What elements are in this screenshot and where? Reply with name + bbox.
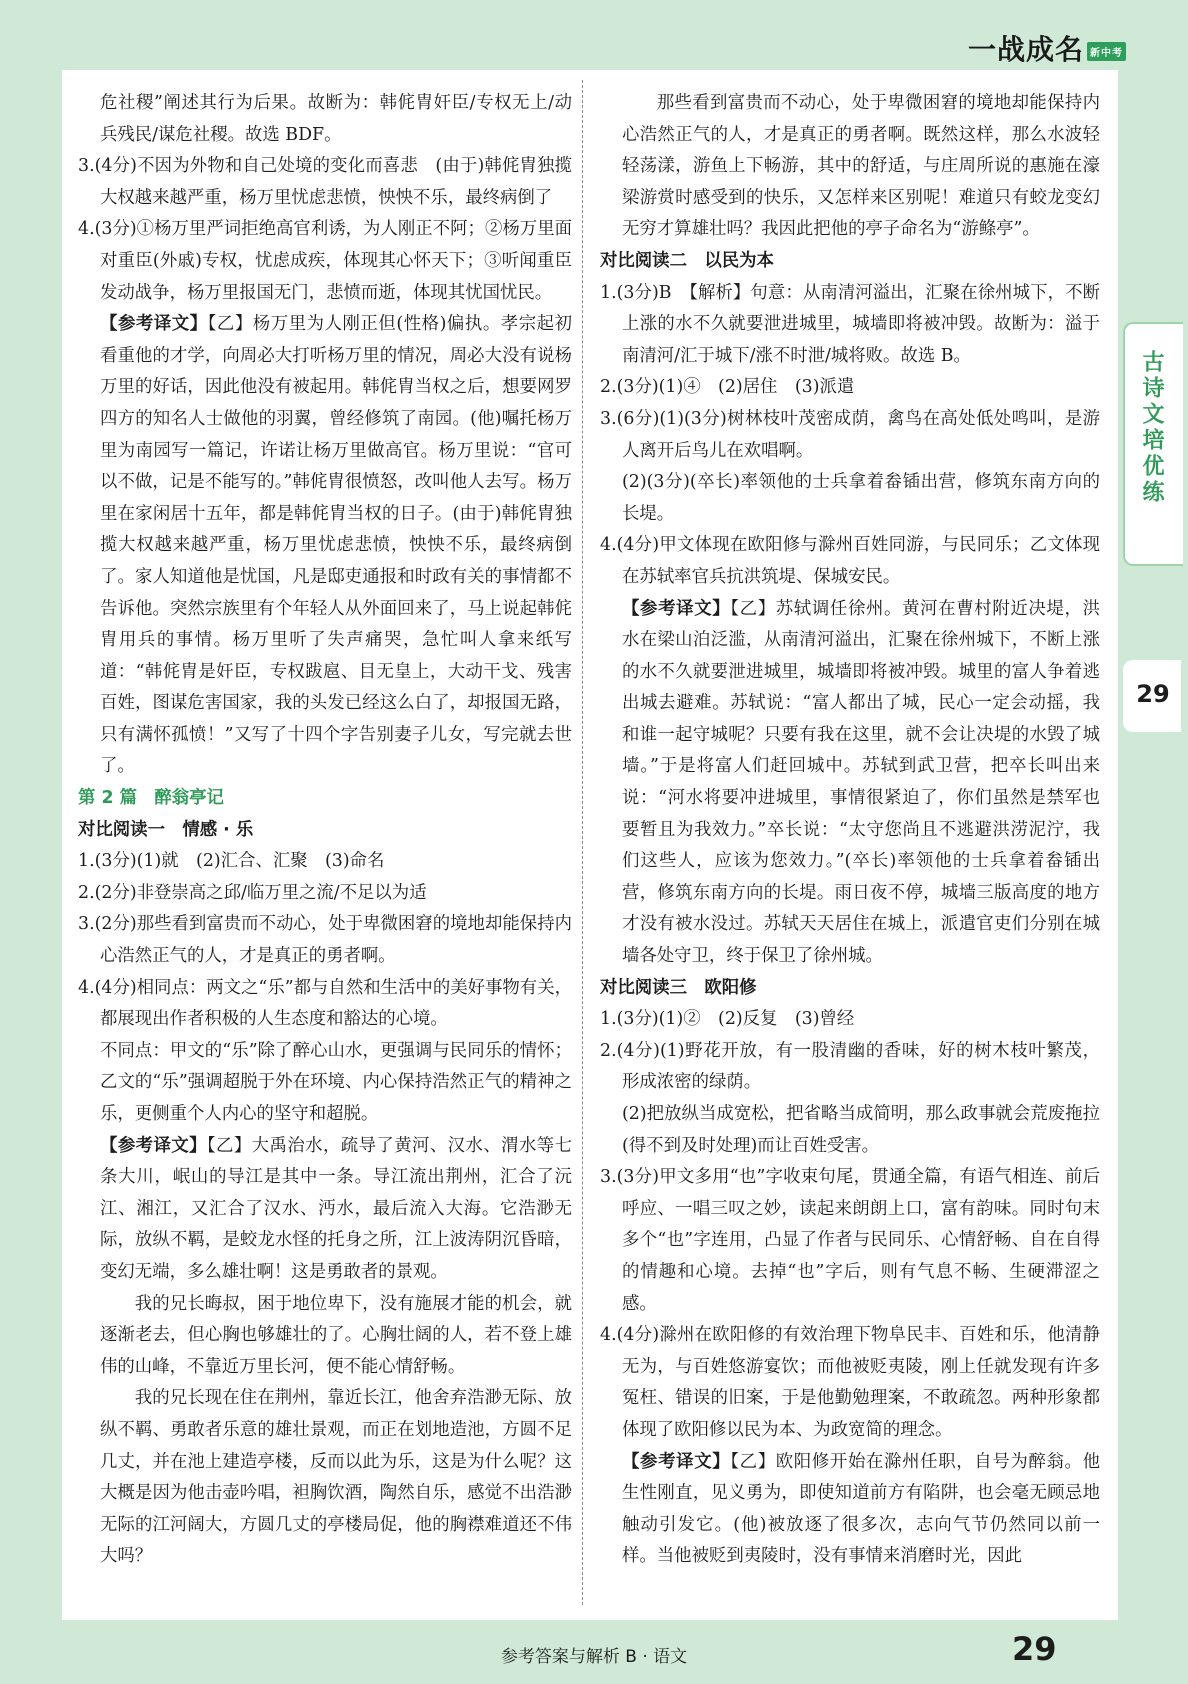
s3-question-3: 3.(3分)甲文多用“也”字收束句尾，贯通全篇，有语气相连、前后呼应、一唱三叹之妙，读起来朗朗上口，富有韵味。同时句末多个“也”字连用，凸显了作者与民同乐、心情舒畅、自在自得的情趣和心境。去掉“也”字后，则有气息不畅、生硬滞涩之感。 <box>600 1167 1100 1314</box>
footer-title: 参考答案与解析 B · 语文 <box>500 1647 688 1667</box>
subheading-1: 对比阅读一 情感 · 乐 <box>78 819 254 840</box>
translation-label: 【参考译文】 <box>622 1451 731 1472</box>
translation-label: 【参考译文】 <box>100 314 208 335</box>
s3-question-2b: (2)把放纵当成宽松，把省略当成简明，那么政事就会荒废拖拉(得不到及时处理)而让百姓受害。 <box>622 1104 1100 1156</box>
right-column <box>600 88 1100 1573</box>
right-continuation: 那些看到富贵而不动心，处于卑微困窘的境地却能保持内心浩然正气的人，才是真正的勇者啊。既然这样，那么水波轻轻荡漾，游鱼上下畅游，其中的舒适，与庄周所说的惠施在濠梁游赏时感受到的快乐，又怎样来区别呢！难道只有蛟龙变幻无穷才算雄壮吗？我因此把他的亭子命名为“游鲦亭”。 <box>622 93 1100 240</box>
s1-question-4: 4.(4分)相同点：两文之“乐”都与自然和生活中的美好事物有关，都展现出作者积极的人生态度和豁达的心境。 <box>78 977 572 1030</box>
question-3: 3.(4分)不因为外物和自己处境的变化而喜悲 (由于)韩侂胄独揽大权越来越严重，杨万里忧虑悲愤，怏怏不乐，最终病倒了 <box>78 156 572 208</box>
side-page-number: 29 <box>1136 680 1170 708</box>
s1-question-3: 3.(2分)那些看到富贵而不动心，处于卑微困窘的境地却能保持内心浩然正气的人，才是真正的勇者啊。 <box>78 914 572 967</box>
s3-question-1: 1.(3分)(1)② (2)反复 (3)曾经 <box>600 1009 855 1030</box>
translation-dayu-2: 我的兄长晦叔，困于地位卑下，没有施展才能的机会，就逐渐老去，但心胸也够雄壮的了。心胸壮阔的人，若不登上雄伟的山峰，不靠近万里长河，便不能心情舒畅。 <box>100 1293 572 1377</box>
s2-question-2: 2.(3分)(1)④ (2)居住 (3)派遣 <box>600 377 855 398</box>
s1-question-1: 1.(3分)(1)就 (2)汇合、汇聚 (3)命名 <box>78 851 385 872</box>
brand-tag: 新中考 <box>1087 42 1126 61</box>
s3-question-2: 2.(4分)(1)野花开放，有一股清幽的香味，好的树木枝叶繁茂，形成浓密的绿荫。 <box>600 1040 1100 1093</box>
question-4: 4.(3分)①杨万里严词拒绝高官利诱，为人刚正不阿；②杨万里面对重臣(外戚)专权，忧虑成疾，体现其心怀天下；③听闻重臣发动战争，杨万里报国无门，悲愤而逝，体现其忧国忧民。 <box>78 219 572 303</box>
s2-question-1: 1.(3分)B 【解析】句意：从南清河溢出，汇聚在徐州城下，不断上涨的水不久就要泄进城里，城墙即将被冲毁。故断为：溢于南清河/汇于城下/涨不时泄/城将败。故选 B。 <box>600 282 1100 366</box>
translation-sushi: 【参考译文】【乙】苏轼调任徐州。黄河在曹村附近决堤，洪水在梁山泊泛滥，从南清河溢出，汇聚在徐州城下，不断上涨的水不久就要泄进城里，城墙即将被冲毁。城里的富人争着逃出城去避难。苏轼说：“富人都出了城，民心一定会动摇，我和谁一起守城呢？只要有我在这里，就不会让决堤的水毁了城墙。”于是将富人们赶回城中。苏轼到武卫营，把卒长叫出来说：“河水将要冲进城里，事情很紧迫了，你们虽然是禁军也要暂且为我效力。”卒长说：“太守您尚且不逃避洪涝泥泞，我们这些人，应该为您效力。”(卒长)率领他的士兵拿着畚锸出营，修筑东南方向的长堤。雨日夜不停，城墙三版高度的地方才没有被水没过。苏轼天天居住在城上，派遣官吏们分别在城墙各处守卫，终于保卫了徐州城。 <box>622 598 1100 967</box>
translation-dayu-3: 我的兄长现在住在荆州，靠近长江，他舍弃浩渺无际、放纵不羁、勇敢者乐意的雄壮景观，而正在划地造池，方圆不足几丈，并在池上建造亭楼，反而以此为乐，这是为什么呢？这大概是因为他击壶吟唱，袒胸饮酒，陶然自乐，感觉不出浩渺无际的江河阔大，方圆几丈的亭楼局促，他的胸襟难道还不伟大吗？ <box>100 1388 572 1567</box>
s1-question-2: 2.(2分)非登崇高之邱/临万里之流/不足以为适 <box>78 882 427 903</box>
subheading-3: 对比阅读三 欧阳修 <box>600 977 757 998</box>
side-tab-label: 古诗文培优练 <box>1139 350 1164 506</box>
s2-question-4: 4.(4分)甲文体现在欧阳修与滁州百姓同游，与民同乐；乙文体现在苏轼率官兵抗洪筑堤、保城安民。 <box>600 535 1100 587</box>
brand-logo: 一战成名 新中考 <box>968 28 1126 68</box>
translation-yang: 【参考译文】【乙】杨万里为人刚正但(性格)偏执。孝宗起初看重他的才学，向周必大打听杨万里的情况，周必大没有说杨万里的好话，因此他没有被起用。韩侂胄当权之后，想要网罗四方的知名人士做他的羽翼，曾经修筑了南园。(他)嘱托杨万里为南园写一篇记，许诺让杨万里做高官。杨万里说：“官可以不做，记是不能写的。”韩侂胄很愤怒，改叫他人去写。杨万里在家闲居十五年，都是韩侂胄当权的日子。(由于)韩侂胄独揽大权越来越严重，杨万里忧虑悲愤，怏怏不乐，最终病倒了。家人知道他是忧国，凡是邸吏通报和时政有关的事情都不告诉他。突然宗族里有个年轻人从外面回来了，马上说起韩侂胄用兵的事情。杨万里听了失声痛哭，急忙叫人拿来纸写道：“韩侂胄是奸臣，专权跋扈、目无皇上，大动干戈、残害百姓，图谋危害国家，我的头发已经这么白了，却报国无路，只有满怀孤愤！”又写了十四个字告别妻子儿女，写完就去世了。 <box>100 314 572 777</box>
left-column <box>78 88 572 1573</box>
translation-label: 【参考译文】 <box>622 598 731 619</box>
left-continuation: 危社稷”阐述其行为后果。故断为：韩侂胄奸臣/专权无上/动兵残民/谋危社稷。故选 BDF。 <box>100 93 572 145</box>
translation-dayu: 【参考译文】【乙】大禹治水，疏导了黄河、汉水、渭水等七条大川，岷山的导江是其中一条。导江流出荆州，汇合了沅江、湘江，又汇合了汉水、沔水，最后流入大海。它浩渺无际，放纵不羁，是蛟龙水怪的托身之所，江上波涛阴沉昏暗，变幻无端，多么雄壮啊！这是勇敢者的景观。 <box>100 1135 572 1282</box>
translation-ouyang: 【参考译文】【乙】欧阳修开始在滁州任职，自号为醉翁。他生性刚直，见义勇为，即使知道前方有陷阱，也会毫无顾忌地触动引发它。(他)被放逐了很多次，志向气节仍然同以前一样。当他被贬到夷陵时，没有事情来消磨时光，因此 <box>622 1451 1100 1567</box>
subheading-2: 对比阅读二 以民为本 <box>600 250 774 271</box>
s1-question-4-diff: 不同点：甲文的“乐”除了醉心山水，更强调与民同乐的情怀；乙文的“乐”强调超脱于外在环境、内心保持浩然正气的精神之乐，更侧重个人内心的坚守和超脱。 <box>100 1040 572 1124</box>
s2-question-3b: (2)(3分)(卒长)率领他的士兵拿着畚锸出营，修筑东南方向的长堤。 <box>622 472 1100 524</box>
s3-question-4: 4.(4分)滁州在欧阳修的有效治理下物阜民丰、百姓和乐，他清静无为，与百姓悠游宴饮；而他被贬夷陵，刚上任就发现有许多冤枉、错误的旧案，于是他勤勉理案，不敢疏忽。两种形象都体现了欧阳修以民为本、为政宽简的理念。 <box>600 1325 1100 1440</box>
translation-label: 【参考译文】 <box>100 1135 207 1156</box>
s2-question-3: 3.(6分)(1)(3分)树林枝叶茂密成荫，禽鸟在高处低处鸣叫，是游人离开后鸟儿在欢唱啊。 <box>600 408 1100 461</box>
column-divider <box>582 80 583 1605</box>
section-title: 第 2 篇 醉翁亭记 <box>78 788 224 809</box>
footer-page-number: 29 <box>1012 1630 1057 1668</box>
